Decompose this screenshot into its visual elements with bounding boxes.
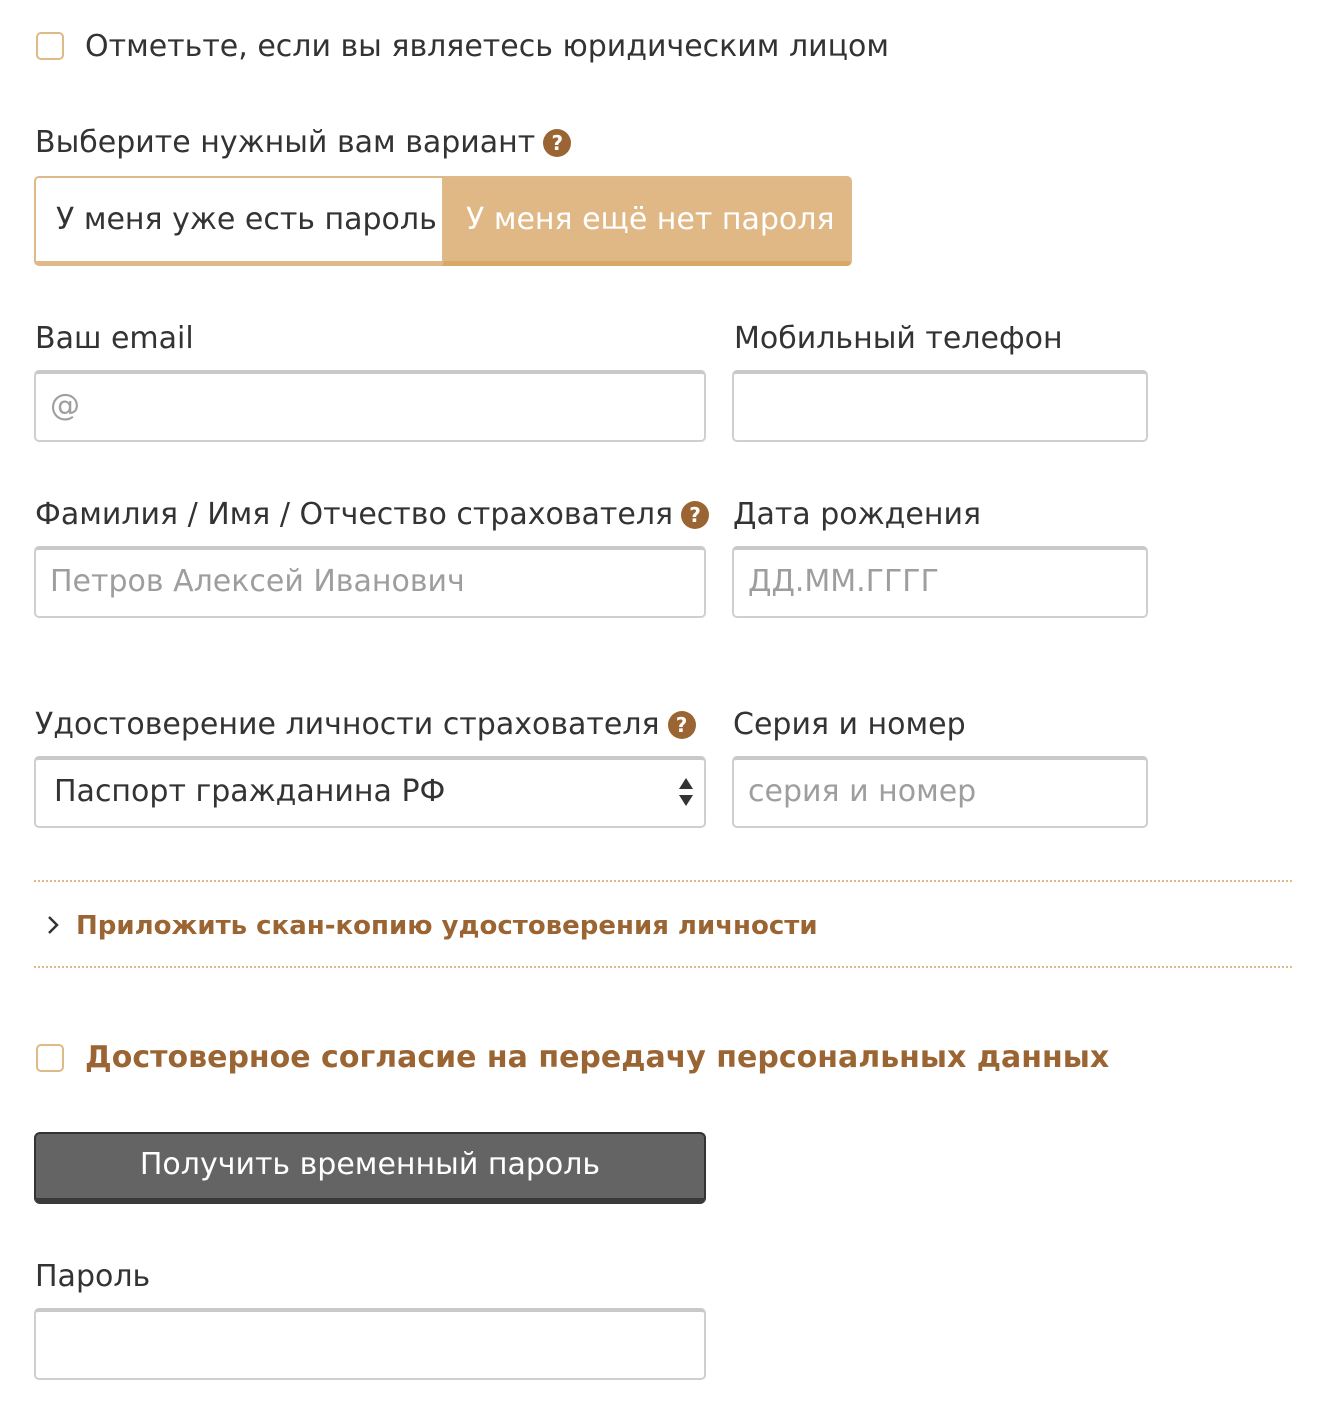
series-number-placeholder: серия и номер	[748, 774, 977, 809]
attach-scan-label: Приложить скан-копию удостоверения личности	[76, 911, 818, 941]
option-no-password[interactable]: У меня ещё нет пароля	[442, 176, 852, 266]
get-temporary-password-button[interactable]: Получить временный пароль	[34, 1132, 706, 1204]
id-document-select[interactable]	[34, 756, 706, 828]
password-input[interactable]	[34, 1308, 706, 1380]
consent-checkbox[interactable]	[36, 1044, 64, 1072]
select-arrows-icon	[678, 776, 694, 808]
fio-label	[35, 497, 709, 533]
password-label: Пароль	[35, 1259, 151, 1294]
id-document-selected: Паспорт гражданина РФ	[54, 774, 446, 809]
phone-input[interactable]	[732, 370, 1148, 442]
divider-top	[34, 880, 1292, 882]
attach-scan-toggle[interactable]	[46, 908, 818, 944]
birthdate-placeholder: ДД.ММ.ГГГГ	[748, 564, 939, 599]
series-number-label: Серия и номер	[733, 707, 966, 742]
fio-label-text: Фамилия / Имя / Отчество страхователя	[35, 497, 674, 532]
email-input[interactable]	[34, 370, 706, 442]
fio-placeholder: Петров Алексей Иванович	[50, 564, 465, 599]
question-circle-icon[interactable]: ?	[668, 711, 696, 739]
divider-bottom	[34, 966, 1292, 968]
variant-title	[35, 125, 571, 161]
birthdate-label: Дата рождения	[733, 497, 981, 532]
question-circle-icon[interactable]: ?	[543, 129, 571, 157]
birthdate-input[interactable]	[732, 546, 1148, 618]
variant-title-text: Выберите нужный вам вариант	[35, 125, 536, 160]
consent-label[interactable]: Достоверное согласие на передачу персональных данных	[85, 1040, 1110, 1075]
question-circle-icon[interactable]: ?	[681, 501, 709, 529]
phone-label: Мобильный телефон	[734, 321, 1063, 356]
fio-input[interactable]	[34, 546, 706, 618]
legal-entity-label[interactable]: Отметьте, если вы являетесь юридическим лицом	[85, 29, 890, 64]
series-number-input[interactable]	[732, 756, 1148, 828]
email-placeholder: @	[50, 388, 80, 423]
chevron-right-icon	[46, 915, 60, 935]
email-label: Ваш email	[35, 321, 194, 356]
legal-entity-checkbox[interactable]	[36, 32, 64, 60]
id-document-label-text: Удостоверение личности страхователя	[35, 707, 660, 742]
option-have-password[interactable]: У меня уже есть пароль	[34, 176, 444, 266]
id-document-label	[35, 707, 696, 743]
